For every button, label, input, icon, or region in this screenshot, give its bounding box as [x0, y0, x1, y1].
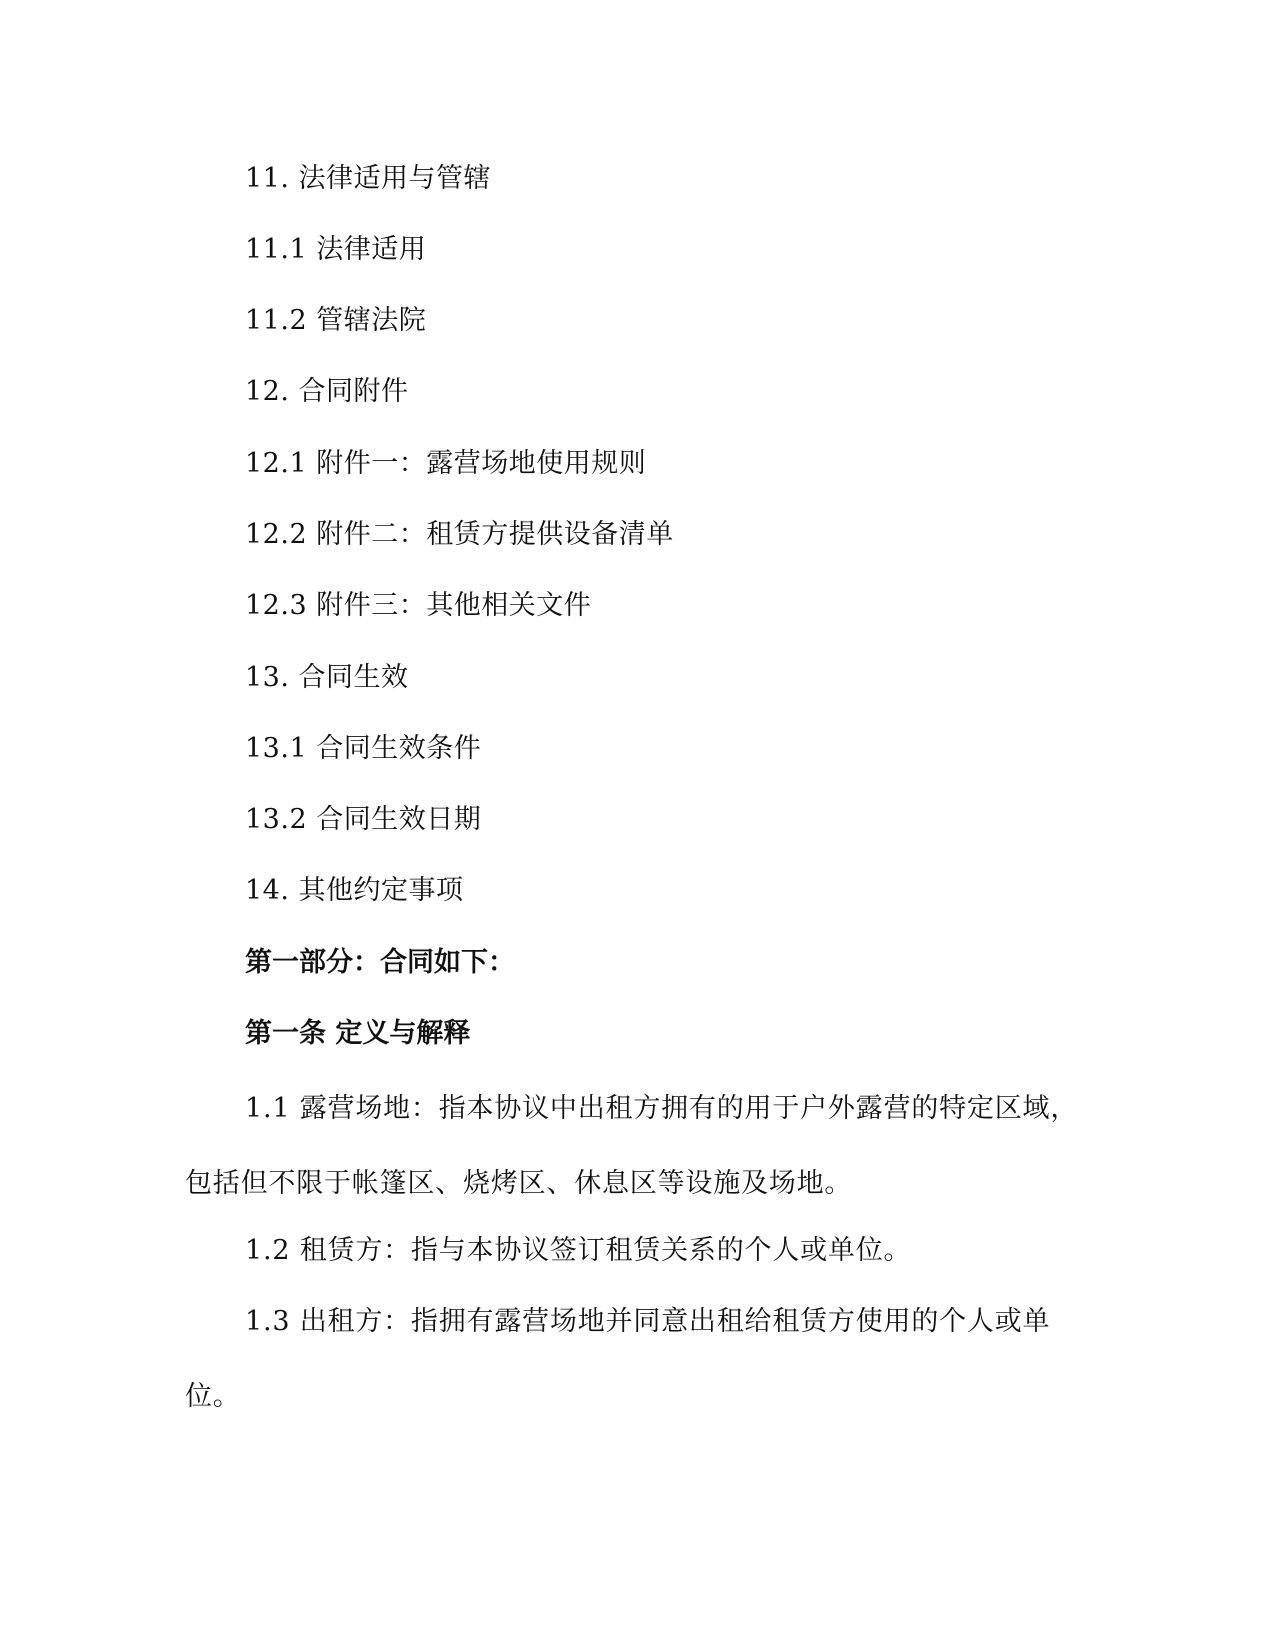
paragraph-1-3: 1.3 出租方：指拥有露营场地并同意出租给租赁方使用的个人或单位。	[185, 1306, 1051, 1412]
outline-item-12-1: 12.1 附件一：露营场地使用规则	[245, 448, 647, 479]
article-heading: 第一条 定义与解释	[245, 1018, 471, 1049]
paragraph-1-1: 1.1 露营场地：指本协议中出租方拥有的用于户外露营的特定区域，包括但不限于帐篷区、烧烤区、休息区等设施及场地。	[185, 1093, 1079, 1199]
outline-item-11: 11. 法律适用与管辖	[245, 163, 492, 194]
part-heading: 第一部分：合同如下：	[245, 947, 515, 978]
outline-item-12-2: 12.2 附件二：租赁方提供设备清单	[245, 519, 674, 550]
outline-item-11-1: 11.1 法律适用	[245, 234, 427, 265]
outline-item-13-1: 13.1 合同生效条件	[245, 733, 482, 764]
outline-item-13: 13. 合同生效	[245, 662, 409, 693]
outline-item-12-3: 12.3 附件三：其他相关文件	[245, 590, 592, 621]
outline-item-13-2: 13.2 合同生效日期	[245, 804, 482, 835]
paragraph-1-2: 1.2 租赁方：指与本协议签订租赁关系的个人或单位。	[245, 1235, 912, 1266]
outline-item-11-2: 11.2 管辖法院	[245, 305, 427, 336]
outline-item-12: 12. 合同附件	[245, 376, 409, 407]
outline-item-14: 14. 其他约定事项	[245, 875, 464, 906]
